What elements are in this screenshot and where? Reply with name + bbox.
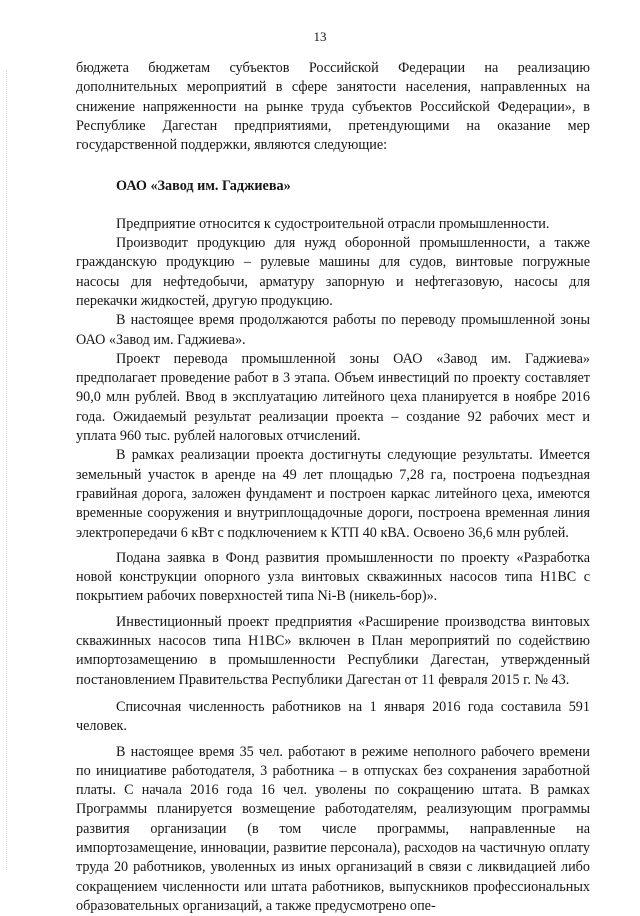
paragraph-fund-application: Подана заявка в Фонд развития промышленности по проекту «Разработка новой конструкции опорного узла винтовых скважинных насосов типа Н1ВС с покрытием рабочих поверхностей типа Ni-B (никель-бор)». <box>76 549 590 607</box>
paragraph-products: Производит продукцию для нужд оборонной промышленности, а также гражданскую продукцию – рулевые машины для судов, винтовые погружные насосы для нефтедобычи, арматуру запорную и нефтегазовую, насосы для перекачки жидкостей, другую продукцию. <box>76 234 590 311</box>
paragraph-headcount: Списочная численность работников на 1 января 2016 года составила 591 человек. <box>76 698 590 737</box>
section-heading: ОАО «Завод им. Гаджиева» <box>76 177 590 196</box>
paragraph-intro: бюджета бюджетам субъектов Российской Федерации на реализацию дополнительных мероприятий в сфере занятости населения, направленных на снижение напряженности на рынке труда субъектов Российской Федерации», в Республике Дагестан предприятиями, претендующими на оказание мер государственной поддержки, являются следующие: <box>76 59 590 155</box>
scan-edge-marks <box>6 70 9 870</box>
paragraph-results: В рамках реализации проекта достигнуты следующие результаты. Имеется земельный участок в аренде на 49 лет площадью 7,28 га, построена подъездная гравийная дорога, заложен фундамент и построен каркас литейного цеха, имеются временные сооружения и внутриплощадочные дороги, построена временная линия электропередачи 6 кВт с подключением к КТП 40 кВА. Освоено 36,6 млн рублей. <box>76 446 590 542</box>
paragraph-relocation: В настоящее время продолжаются работы по переводу промышленной зоны ОАО «Завод им. Гаджиева». <box>76 311 590 350</box>
paragraph-employment-status: В настоящее время 35 чел. работают в режиме неполного рабочего времени по инициативе работодателя, 3 работника – в отпусках без сохранения заработной платы. С начала 2016 года 16 чел. уволены по сокращению штата. В рамках Программы планируется возмещение работодателям, реализующим программы развития организации (в том числе программы, направленные на импортозамещение, инновации, развитие персонала), расходов на частичную оплату труда 20 работников, уволенных из иных организаций в связи с ликвидацией либо сокращением численности или штата работников, выпускников профессиональных образовательных организаций, а также предусмотрено опе- <box>76 743 590 916</box>
paragraph-investment-project: Инвестиционный проект предприятия «Расширение производства винтовых скважинных насосов типа Н1ВС» включен в План мероприятий по содействию импортозамещению в промышленности Республики Дагестан, утвержденный постановлением Правительства Республики Дагестан от 11 февраля 2015 г. № 43. <box>76 613 590 690</box>
paragraph-project: Проект перевода промышленной зоны ОАО «Завод им. Гаджиева» предполагает проведение работ в 3 этапа. Объем инвестиций по проекту составляет 90,0 млн рублей. Ввод в эксплуатацию литейного цеха планируется в ноябре 2016 года. Ожидаемый результат реализации проекта – создание 92 рабочих мест и уплата 960 тыс. рублей налоговых отчислений. <box>76 350 590 446</box>
page-number: 13 <box>0 29 640 45</box>
paragraph-industry: Предприятие относится к судостроительной отрасли промышленности. <box>76 215 590 234</box>
document-body <box>76 59 590 916</box>
